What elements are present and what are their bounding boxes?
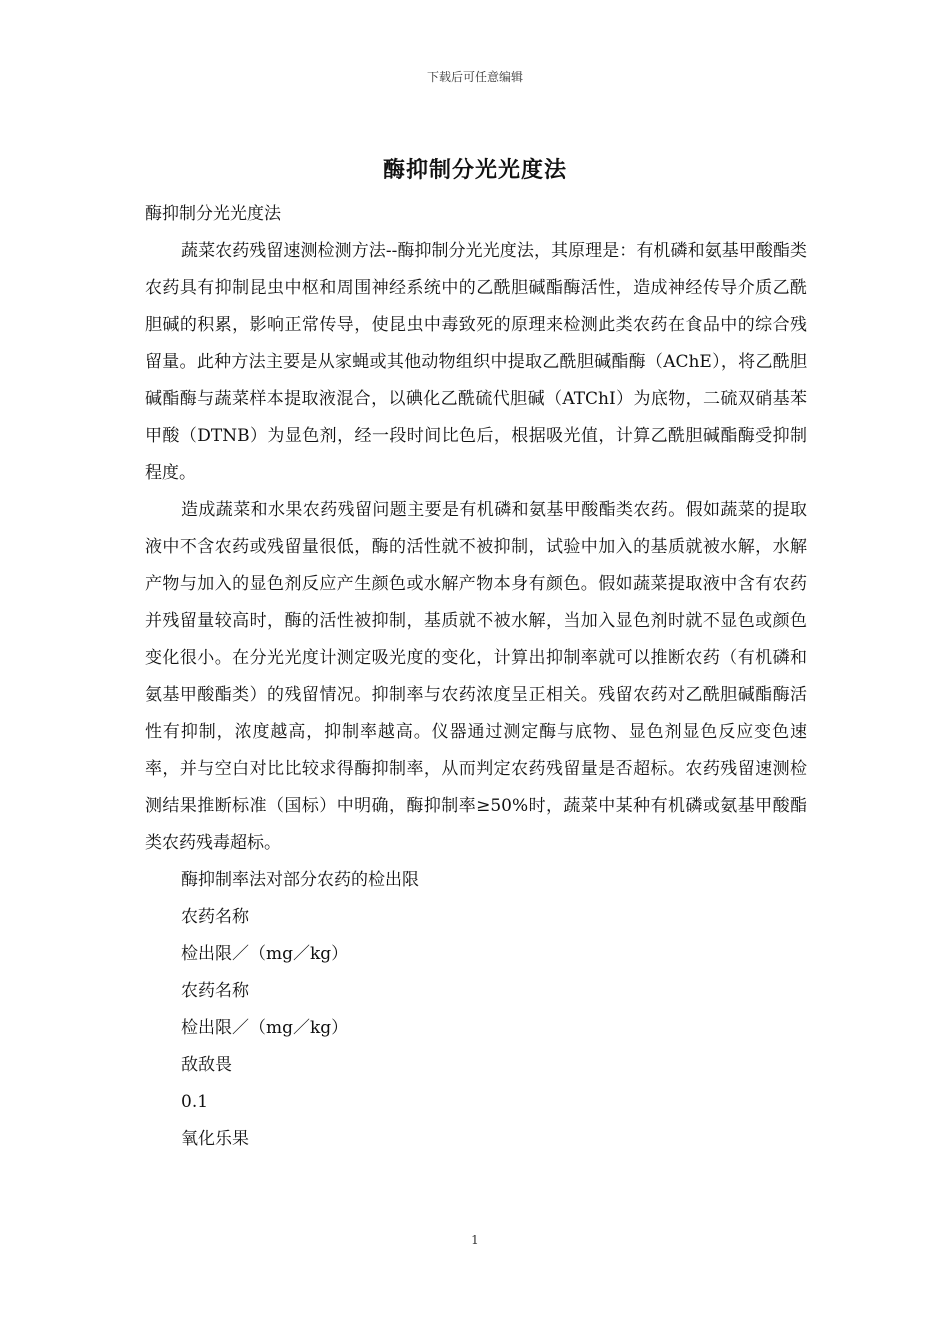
document-title: 酶抑制分光光度法 (382, 157, 567, 183)
page-number: 1 (471, 1233, 479, 1247)
subtitle-line: 酶抑制分光光度法 (145, 204, 281, 224)
paragraph-residue-issue: 造成蔬菜和水果农药残留问题主要是有机磷和氨基甲酸酯类农药。假如蔬菜的提取液中不含农药或残留量很低，酶的活性就不被抑制，试验中加入的基质就被水解，水解产物与加入的显色剂反应产生颜色或水解产物本身有颜色。假如蔬菜提取液中含有农药并残留量较高时，酶的活性被抑制，基质就不被水解，当加入显色剂时就不显色或颜色变化很小。在分光光度计测定吸光度的变化，计算出抑制率就可以推断农药（有机磷和氨基甲酸酯类）的残留情况。抑制率与农药浓度呈正相关。残留农药对乙酰胆碱酯酶活性有抑制，浓度越高，抑制率越高。仪器通过测定酶与底物、显色剂显色反应变色速率，并与空白对比比较求得酶抑制率，从而判定农药残留量是否超标。农药残留速测检测结果推断标准（国标）中明确，酶抑制率≥50%时，蔬菜中某种有机磷或氨基甲酸酯类农药残毒超标。 (145, 500, 807, 853)
paragraph-principle: 蔬菜农药残留速测检测方法--酶抑制分光光度法，其原理是：有机磷和氨基甲酸酯类农药具有抑制昆虫中枢和周围神经系统中的乙酰胆碱酯酶活性，造成神经传导介质乙酰胆碱的积累，影响正常传导，使昆虫中毒致死的原理来检测此类农药在食品中的综合残留量。此种方法主要是从家蝇或其他动物组织中提取乙酰胆碱酯酶（AChE），将乙酰胆碱酯酶与蔬菜样本提取液混合，以碘化乙酰硫代胆碱（ATChI）为底物，二硫双硝基苯甲酸（DTNB）为显色剂，经一段时间比色后，根据吸光值，计算乙酰胆碱酯酶受抑制程度。 (145, 241, 807, 483)
list-item: 检出限／（mg／kg） (181, 944, 349, 964)
list-item: 0.1 (181, 1092, 209, 1112)
list-item: 检出限／（mg／kg） (181, 1018, 349, 1038)
list-item: 农药名称 (181, 907, 249, 927)
list-item: 农药名称 (181, 981, 249, 1001)
header-note: 下载后可任意编辑 (426, 70, 523, 84)
list-item: 敌敌畏 (181, 1055, 232, 1075)
detection-limit-heading: 酶抑制率法对部分农药的检出限 (181, 870, 419, 890)
document-body (145, 196, 807, 1158)
list-item: 氧化乐果 (181, 1129, 249, 1149)
